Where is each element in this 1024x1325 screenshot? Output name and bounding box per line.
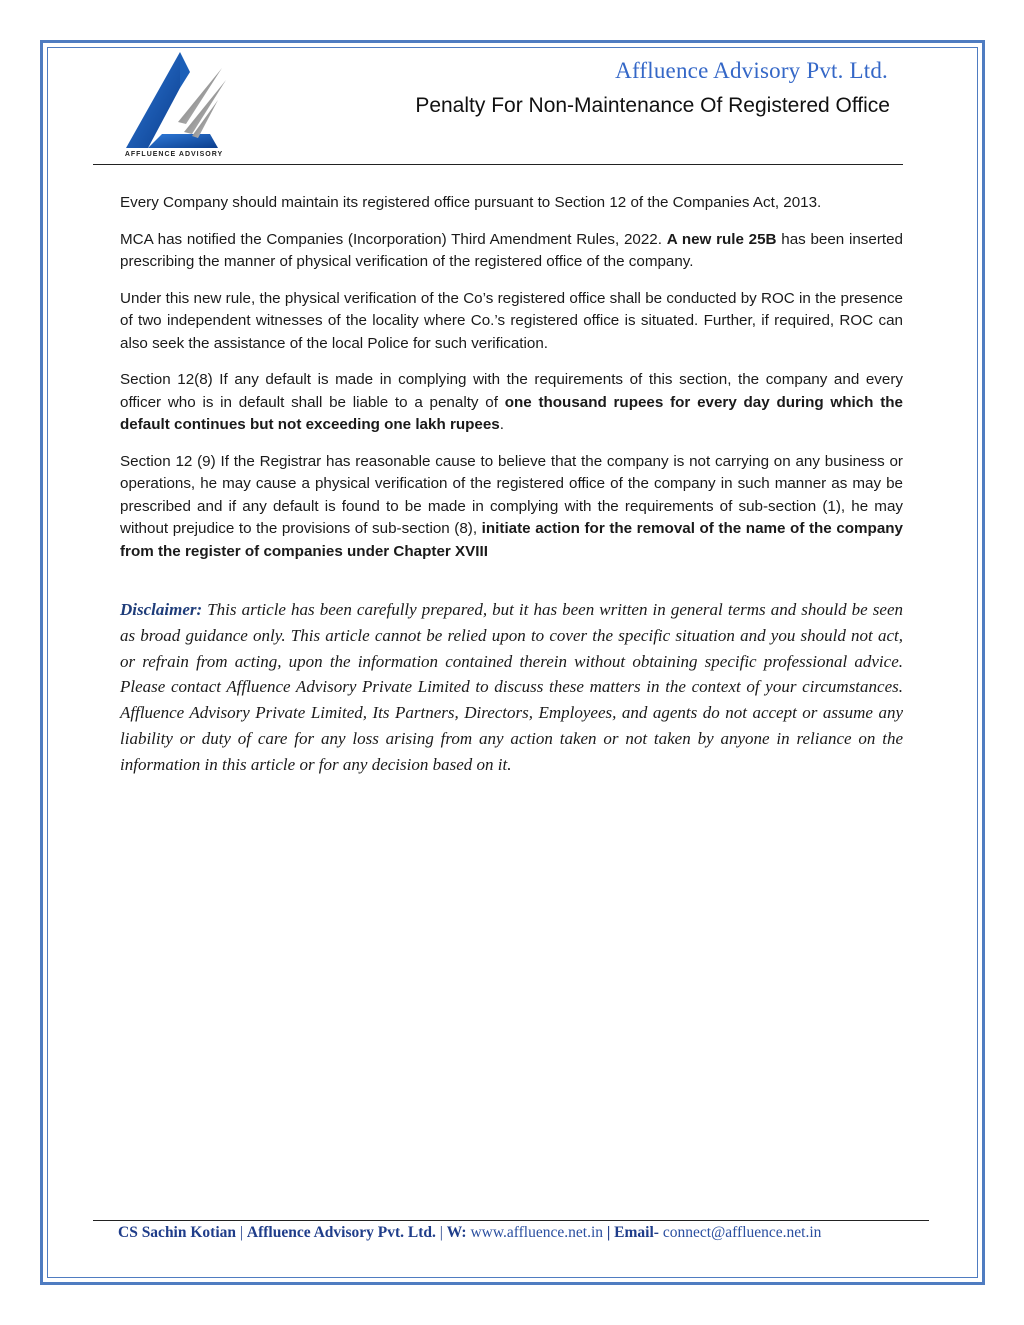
paragraph-rule-25b: MCA has notified the Companies (Incorporation) Third Amendment Rules, 2022. A new rule 25B has been inserted prescribing the manner of physical verification of the registered office of the company. (120, 230, 903, 270)
footer-web-label: W: (446, 1224, 467, 1241)
footer-email-link[interactable]: connect@affluence.net.in (658, 1224, 822, 1241)
removal-highlight: initiate action for the removal of the name of the company from the register of companies under Chapter XVIII (120, 520, 903, 560)
rule-25b-highlight: A new rule 25B (666, 230, 777, 248)
disclaimer (120, 597, 903, 778)
footer-email-label: Email- (614, 1224, 659, 1241)
company-name: Affluence Advisory Pvt. Ltd. (615, 58, 888, 83)
paragraph-section-12-8: Section 12(8) If any default is made in complying with the requirements of this section, the company and every officer who is in default shall be liable to a penalty of one thousand rupees for every day during which the default continues but not exceeding one lakh rupees. (120, 371, 903, 433)
footer-divider (93, 1220, 929, 1221)
footer-author: CS Sachin Kotian (118, 1224, 237, 1241)
footer: CS Sachin Kotian | Affluence Advisory Pvt. Ltd. | W: www.affluence.net.in | Email- connect@affluence.net.in (118, 1224, 822, 1241)
paragraph-section-12-9: Section 12 (9) If the Registrar has reasonable cause to believe that the company is not carrying on any business or operations, he may cause a physical verification of the registered office of the company in such manner as may be prescribed and if any default is found to be made in complying with the requirements of sub-section (1), he may without prejudice to the provisions of sub-section (8), initiate action for the removal of the name of the company from the register of companies under Chapter XVIII (120, 452, 903, 560)
footer-website-link[interactable]: www.affluence.net.in (466, 1224, 607, 1241)
paragraph-verification: Under this new rule, the physical verification of the Co’s registered office shall be conducted by ROC in the presence of two independent witnesses of the locality where Co.’s registered office is situated. Further, if required, ROC can also seek the assistance of the local Police for such verification. (120, 289, 903, 352)
article-body (120, 192, 903, 577)
footer-company: Affluence Advisory Pvt. Ltd. (246, 1224, 436, 1241)
affluence-logo-icon (118, 50, 230, 162)
logo-caption: AFFLUENCE ADVISORY (124, 151, 224, 158)
document-title: Penalty For Non-Maintenance Of Registered Office (415, 94, 890, 117)
paragraph-section-12: Every Company should maintain its registered office pursuant to Section 12 of the Companies Act, 2013. (120, 194, 822, 211)
penalty-highlight: one thousand rupees for every day during which the default continues but not exceeding one lakh rupees (120, 393, 903, 433)
disclaimer-text: This article has been carefully prepared, but it has been written in general terms and should be seen as broad guidance only. This article cannot be relied upon to cover the specific situation and you should not act, or refrain from acting, upon the information contained therein without obtaining specific professional advice. Please contact Affluence Advisory Private Limited to discuss these matters in the context of your circumstances. Affluence Advisory Private Limited, Its Partners, Directors, Employees, and agents do not accept or assume any liability or duty of care for any loss arising from any action taken or not taken by anyone in reliance on the information in this article or for any decision based on it. (120, 600, 903, 774)
disclaimer-label: Disclaimer: (120, 600, 203, 619)
header-divider (93, 164, 903, 165)
